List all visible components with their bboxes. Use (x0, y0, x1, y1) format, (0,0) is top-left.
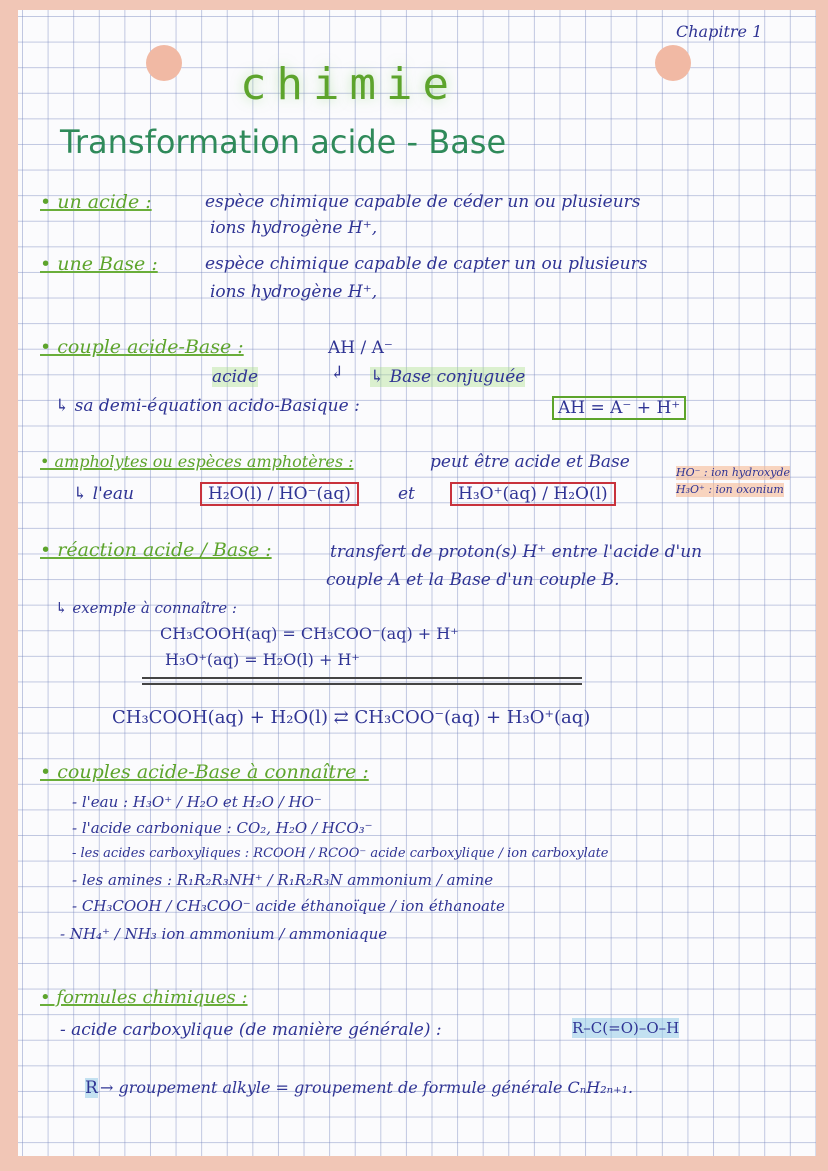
water-label: ↳ l'eau (73, 484, 134, 504)
def-base-2: ions hydrogène H⁺, (210, 282, 378, 302)
reaction-def-2: couple A et la Base d'un couple B. (326, 570, 620, 590)
arrow: ↲ (330, 363, 345, 383)
and-label: et (398, 484, 415, 504)
term-couples-known: • couples acide-Base à connaître : (40, 761, 369, 783)
page-title: chimie (240, 59, 459, 110)
ampholyte-def: peut être acide et Base (430, 452, 630, 472)
page-subtitle: Transformation acide - Base (60, 123, 507, 161)
r-label: R (85, 1078, 98, 1098)
punch-hole (146, 45, 182, 81)
demi-equation: AH = A⁻ + H⁺ (552, 396, 686, 420)
term-acide: • un acide : (40, 191, 152, 213)
term-reaction: • réaction acide / Base : (40, 539, 272, 561)
def-acide-2: ions hydrogène H⁺, (210, 218, 378, 238)
couple-item: - CH₃COOH / CH₃COO⁻ acide éthanoïque / ion éthanoate (72, 897, 505, 915)
water-couple-1: H₂O(l) / HO⁻(aq) (200, 482, 359, 506)
separator-line (142, 677, 582, 679)
acid-label: acide (212, 367, 259, 387)
term-ampholytes: • ampholytes ou espèces amphotères : (40, 452, 354, 471)
punch-hole (655, 45, 691, 81)
half-equation-2: H₃O⁺(aq) = H₂O(l) + H⁺ (165, 650, 360, 669)
couple-item: - NH₄⁺ / NH₃ ion ammonium / ammoniaque (60, 925, 388, 943)
couple-item: - l'acide carbonique : CO₂, H₂O / HCO₃⁻ (72, 819, 373, 837)
carboxylic-label: - acide carboxylique (de manière générale) : (60, 1020, 442, 1040)
note-hydroxide: HO⁻ : ion hydroxyde (676, 466, 791, 479)
note-oxonium: H₃O⁺ : ion oxonium (676, 483, 784, 496)
separator-line (142, 683, 582, 685)
demi-label: ↳ sa demi-équation acido-Basique : (55, 396, 360, 416)
def-acide: espèce chimique capable de céder un ou plusieurs (205, 192, 641, 212)
r-definition: → groupement alkyle = groupement de formule générale CₙH₂ₙ₊₁. (100, 1078, 634, 1097)
reaction-def: transfert de proton(s) H⁺ entre l'acide d'un (330, 542, 703, 562)
global-equation: CH₃COOH(aq) + H₂O(l) ⇄ CH₃COO⁻(aq) + H₃O⁺(aq) (112, 707, 591, 728)
couple-formula: AH / A⁻ (328, 338, 393, 358)
half-equation-1: CH₃COOH(aq) = CH₃COO⁻(aq) + H⁺ (160, 624, 459, 643)
def-base: espèce chimique capable de capter un ou plusieurs (205, 254, 648, 274)
couple-item: - les amines : R₁R₂R₃NH⁺ / R₁R₂R₃N ammonium / amine (72, 871, 494, 889)
couple-item: - les acides carboxyliques : RCOOH / RCOO⁻ acide carboxylique / ion carboxylate (72, 846, 609, 861)
couple-item: - l'eau : H₃O⁺ / H₂O et H₂O / HO⁻ (72, 793, 322, 811)
example-label: ↳ exemple à connaître : (55, 599, 237, 617)
base-label: ↳ Base conjuguée (370, 367, 526, 387)
carboxylic-structure: R–C(=O)–O–H (572, 1019, 680, 1037)
term-formulas: • formules chimiques : (40, 987, 248, 1008)
water-couple-2: H₃O⁺(aq) / H₂O(l) (450, 482, 616, 506)
term-couple: • couple acide-Base : (40, 336, 244, 358)
chapter-label: Chapitre 1 (676, 22, 763, 41)
term-base: • une Base : (40, 253, 158, 275)
